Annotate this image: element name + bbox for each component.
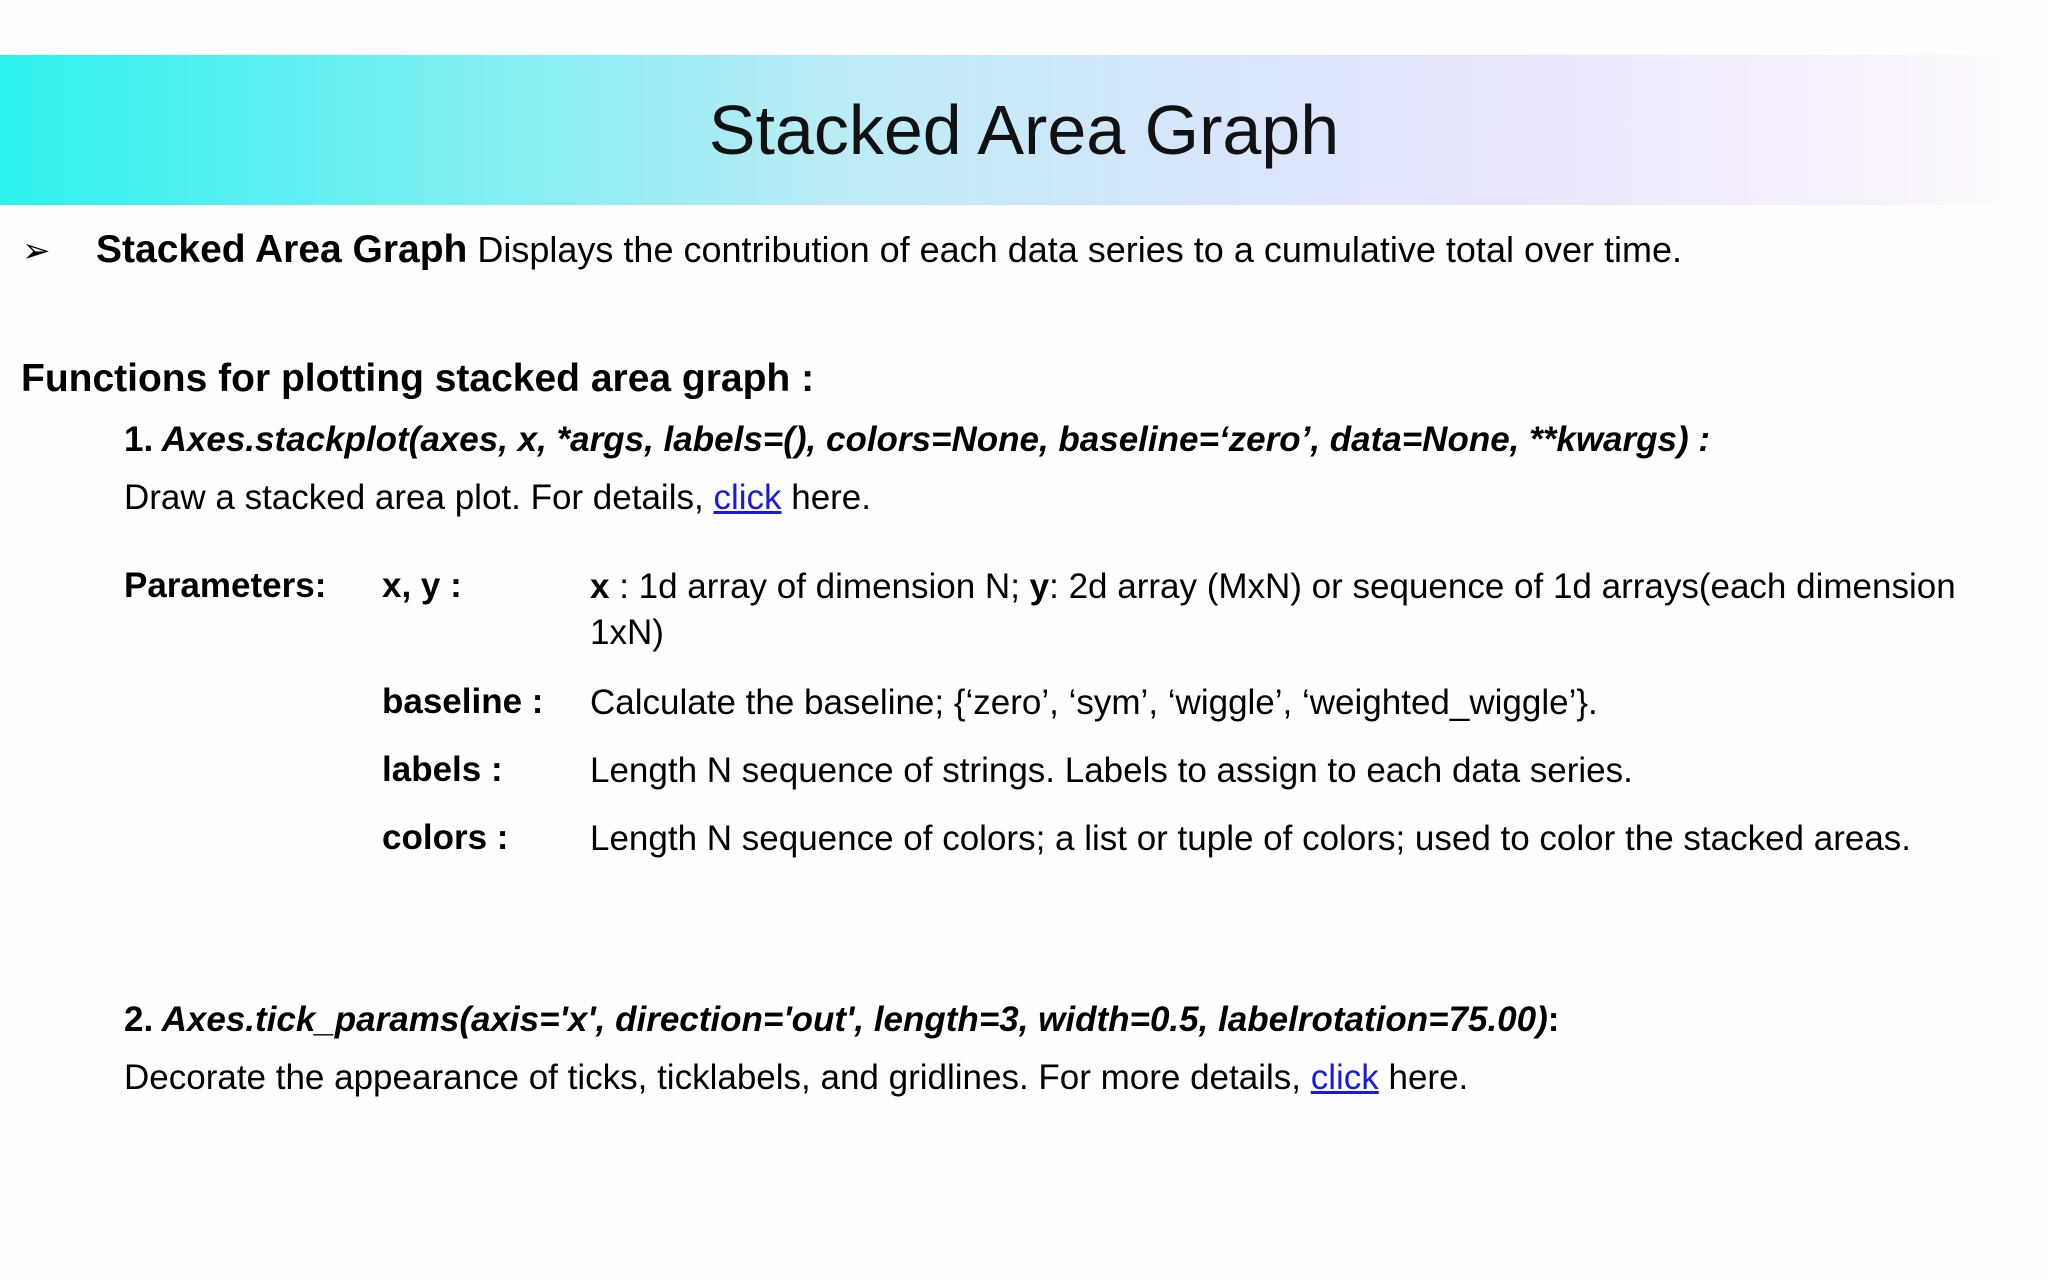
param-x-text: : 1d array of dimension N; <box>609 567 1030 606</box>
param-name-baseline: baseline : <box>382 682 544 721</box>
description-text: Draw a stacked area plot. For details, <box>124 478 714 517</box>
description-text-end: here. <box>1378 1058 1469 1097</box>
function-1-description <box>124 478 871 518</box>
param-desc-colors: Length N sequence of colors; a list or tuple of colors; used to color the stacked areas. <box>590 819 1912 858</box>
details-link[interactable]: click <box>1310 1058 1379 1097</box>
description-text: Decorate the appearance of ticks, ticklabels, and gridlines. For more details, <box>124 1058 1311 1097</box>
param-desc-labels: Length N sequence of strings. Labels to assign to each data series. <box>590 751 1633 790</box>
section-heading: Functions for plotting stacked area graph : <box>21 357 815 400</box>
param-name-xy: x, y : <box>382 566 462 605</box>
function-signature: Axes.stackplot(axes, x, *args, labels=(), colors=None, baseline=‘zero’, data=None, **kwargs) : <box>153 420 1711 459</box>
description-text-end: here. <box>781 478 871 517</box>
arrow-bullet-icon: ➢ <box>22 232 51 270</box>
param-desc-xy <box>590 564 2010 656</box>
function-suffix: : <box>1547 1000 1560 1039</box>
param-desc-baseline: Calculate the baseline; {‘zero’, ‘sym’, ‘wiggle’, ‘weighted_wiggle’}. <box>590 683 1598 722</box>
function-number: 2. <box>124 1000 154 1039</box>
intro-bullet-term: Stacked Area Graph <box>96 228 468 271</box>
function-signature: Axes.tick_params(axis='x', direction='out', length=3, width=0.5, labelrotation=75.00) <box>153 1000 1548 1039</box>
param-name-colors: colors : <box>382 818 509 857</box>
function-number: 1. <box>124 420 154 459</box>
parameters-label: Parameters: <box>124 566 327 605</box>
param-y-key: y <box>1029 567 1050 606</box>
slide-title: Stacked Area Graph <box>708 91 1340 169</box>
param-name-labels: labels : <box>382 750 503 789</box>
param-x-key: x <box>590 567 610 606</box>
details-link[interactable]: click <box>713 478 782 517</box>
intro-bullet <box>22 228 1682 272</box>
function-2-description <box>124 1058 1468 1098</box>
intro-bullet-text: Displays the contribution of each data series to a cumulative total over time. <box>467 229 1683 270</box>
function-2-signature <box>124 1000 1559 1040</box>
param-y-text: : 2d array (MxN) or sequence of 1d arrays(each dimension 1xN) <box>590 567 1956 652</box>
function-1-signature <box>124 420 1710 460</box>
